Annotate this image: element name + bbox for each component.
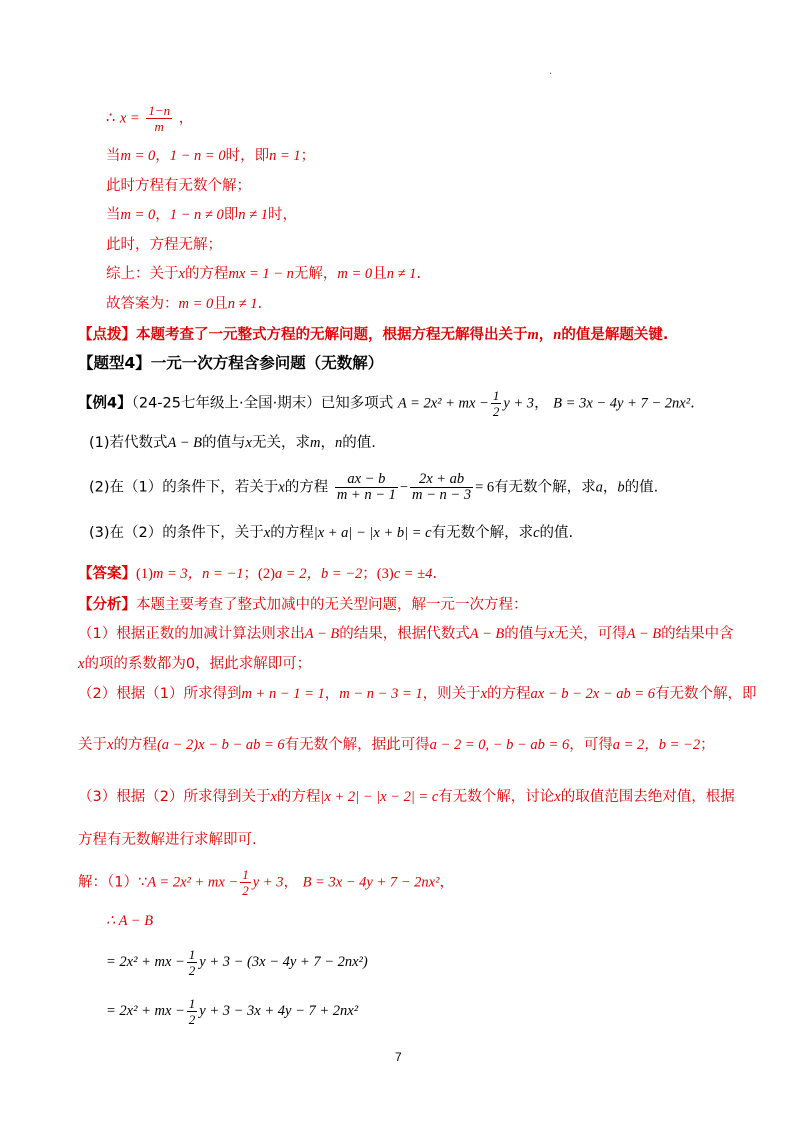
fraction: $\frac{1}{2}$ — [492, 388, 500, 419]
question-3: (3)在（2）的条件下，关于x的方程|x + a| − |x + b| = c有无数个解，求c的值. — [89, 525, 574, 541]
solution-step-1: = 2x² + mx − $\frac{1}{2}$ y + 3 − (3x − 4y + 7 − 2nx²) — [106, 947, 368, 978]
analysis-1-line-1: （1）根据正数的加减计算法则求出A − B的结果，根据代数式A − B的值与x无关，可得A − B的结果中含 — [78, 626, 734, 642]
example-line: 【例4】（24-25七年级上·全国·期末）已知多项式 A = 2x² + mx − $\frac{1}{2}$ y + 3， B = 3x − 4y + 7 − 2nx². — [78, 388, 695, 419]
solution-line-6: 综上：关于x的方程mx = 1 − n无解，m = 0且n ≠ 1. — [106, 266, 422, 282]
solution-line-2: 当m = 0，1 − n = 0时，即n = 1； — [106, 148, 316, 164]
solution-line-a-minus-b: ∴ A − B — [106, 913, 154, 929]
question-1: (1)若代数式A − B的值与x无关，求m，n的值. — [89, 435, 376, 451]
solution-line-4: 当m = 0，1 − n ≠ 0即n ≠ 1时， — [106, 207, 297, 223]
solution-line-1: ∴ x = $\frac{1-n}{m}$ ， — [106, 103, 194, 134]
analysis-3-line-2: 方程有无数解进行求解即可. — [78, 832, 257, 848]
analysis-3-line-1: （3）根据（2）所求得到关于x的方程|x + 2| − |x − 2| = c有无数个解，讨论x的取值范围去绝对值，根据 — [78, 789, 735, 805]
analysis-1-line-2: x的项的系数都为0，据此求解即可； — [78, 656, 312, 672]
fraction: $\frac{2x + ab}{m - n - 3}$ — [412, 471, 472, 503]
analysis-2-line-1: （2）根据（1）所求得到m + n − 1 = 1，m − n − 3 = 1，则关于x的方程ax − b − 2x − ab = 6有无数个解，即 — [78, 686, 757, 702]
solution-line-5: 此时，方程无解； — [106, 237, 222, 253]
solution-intro: 解：（1）∵A = 2x² + mx − $\frac{1}{2}$ y + 3， B = 3x − 4y + 7 − 2nx²， — [78, 867, 454, 898]
analysis-intro: 【分析】本题主要考查了整式加减中的无关型问题，解一元一次方程： — [78, 597, 528, 613]
page-number: 7 — [395, 1050, 402, 1064]
question-2: (2)在（1）的条件下，若关于x的方程 $\frac{ax - b}{m + n - 1}$ − $\frac{2x + ab}{m - n - 3}$ = 6有无数个解，求a，b的值. — [89, 471, 659, 503]
solution-line-3: 此时方程有无数个解； — [106, 178, 251, 194]
fraction: $\frac{1}{2}$ — [188, 947, 196, 978]
page-mark: . — [549, 66, 553, 77]
solution-step-2: = 2x² + mx − $\frac{1}{2}$ y + 3 − 3x + 4y − 7 + 2nx² — [106, 996, 359, 1027]
solution-line-7: 故答案为：m = 0且n ≠ 1. — [106, 296, 263, 312]
fraction: $\frac{1}{2}$ — [242, 867, 249, 898]
answer-line: 【答案】(1)m = 3，n = −1；(2)a = 2，b = −2；(3)c = ±4. — [78, 566, 437, 582]
analysis-2-line-2: 关于x的方程(a − 2)x − b − ab = 6有无数个解，据此可得a − 2 = 0, − b − ab = 6，可得a = 2，b = −2； — [78, 737, 715, 753]
tip-line: 【点拨】本题考查了一元整式方程的无解问题，根据方程无解得出关于m，n的值是解题关键. — [78, 327, 669, 343]
fraction: $\frac{1-n}{m}$ — [148, 103, 171, 134]
fraction: $\frac{1}{2}$ — [188, 996, 196, 1027]
fraction: $\frac{ax - b}{m + n - 1}$ — [336, 471, 396, 503]
section-title: 【题型4】一元一次方程含参问题（无数解） — [78, 354, 384, 372]
